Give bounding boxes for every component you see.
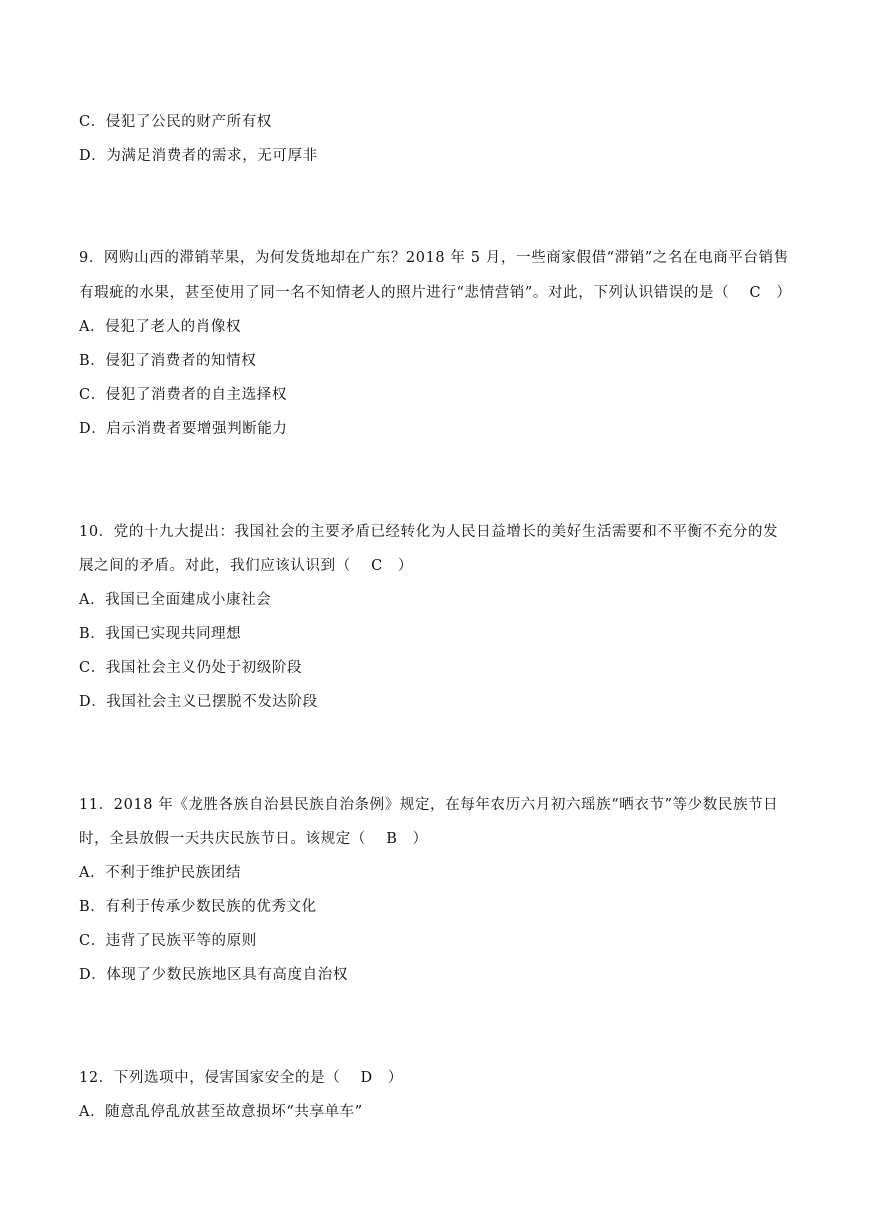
question-10-option-b: B．我国已实现共同理想 <box>79 626 242 642</box>
question-10-stem-line1: 10．党的十九大提出：我国社会的主要矛盾已经转化为人民日益增长的美好生活需要和不平衡不充分的发 <box>79 524 779 540</box>
question-10-option-a: A．我国已全面建成小康社会 <box>79 592 272 608</box>
prev-option-c: C．侵犯了公民的财产所有权 <box>79 114 272 130</box>
question-9-stem-line2: 有瑕疵的水果，甚至使用了同一名不知情老人的照片进行“悲情营销”。对此，下列认识错误的是（ C ） <box>79 285 792 301</box>
question-9-option-a: A．侵犯了老人的肖像权 <box>79 319 242 335</box>
question-11-option-a: A．不利于维护民族团结 <box>79 865 242 881</box>
prev-option-d: D．为满足消费者的需求，无可厚非 <box>79 148 318 164</box>
question-10-option-c: C．我国社会主义仍处于初级阶段 <box>79 660 303 676</box>
question-10-stem-line2: 展之间的矛盾。对此，我们应该认识到（ C ） <box>79 558 414 574</box>
question-12-option-a: A．随意乱停乱放甚至故意损坏“共享单车” <box>79 1104 363 1120</box>
question-9-option-b: B．侵犯了消费者的知情权 <box>79 353 257 369</box>
question-9-option-d: D．启示消费者要增强判断能力 <box>79 421 288 437</box>
question-11-option-c: C．违背了民族平等的原则 <box>79 933 257 949</box>
question-10-option-d: D．我国社会主义已摆脱不发达阶段 <box>79 694 318 710</box>
question-11-stem-line1: 11．2018 年《龙胜各族自治县民族自治条例》规定，在每年农历六月初六瑶族“晒衣节”等少数民族节日 <box>79 797 779 813</box>
question-12-stem-line1: 12．下列选项中，侵害国家安全的是（ D ） <box>79 1070 403 1086</box>
question-11-stem-line2: 时，全县放假一天共庆民族节日。该规定（ B ） <box>79 831 428 847</box>
question-9-option-c: C．侵犯了消费者的自主选择权 <box>79 387 287 403</box>
question-11-option-d: D．体现了少数民族地区具有高度自治权 <box>79 967 348 983</box>
question-9-stem-line1: 9．网购山西的滞销苹果，为何发货地却在广东？2018 年 5 月，一些商家假借“滞销”之名在电商平台销售 <box>79 250 789 266</box>
question-11-option-b: B．有利于传承少数民族的优秀文化 <box>79 899 317 915</box>
